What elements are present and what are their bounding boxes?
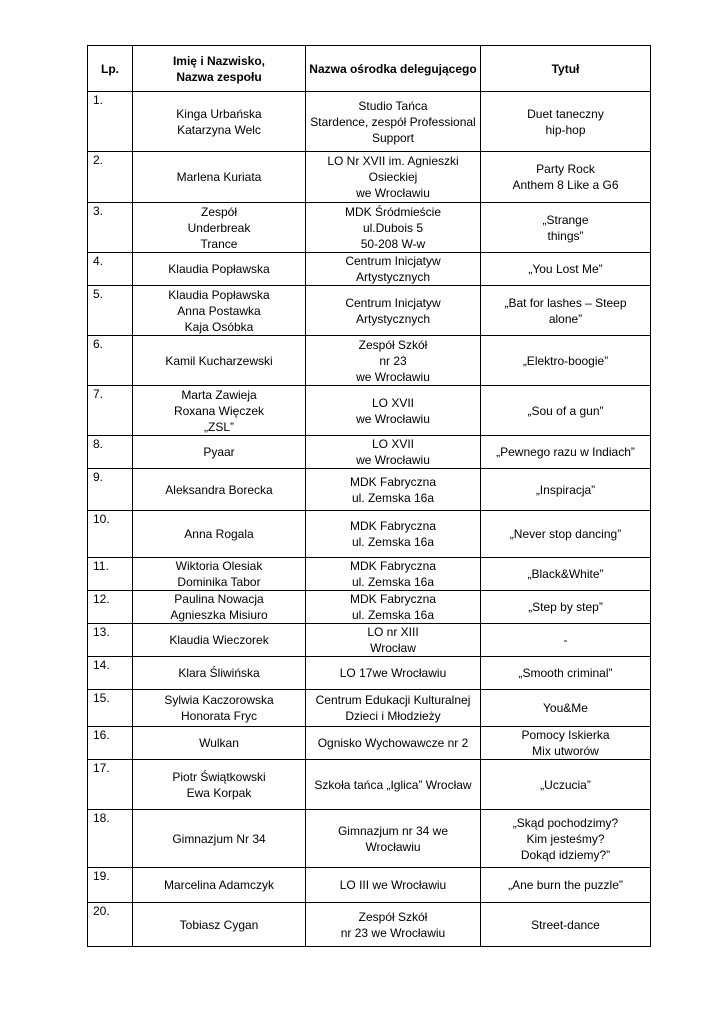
row-center: LO XVII we Wrocławiu [306, 386, 481, 436]
participants-table [87, 45, 651, 947]
row-name: Kinga Urbańska Katarzyna Welc [133, 92, 306, 152]
row-lp: 7. [88, 386, 133, 436]
row-lp: 6. [88, 336, 133, 386]
row-title: „Bat for lashes – Steep alone” [481, 286, 651, 336]
table-row [88, 253, 651, 286]
row-title: „Pewnego razu w Indiach” [481, 436, 651, 469]
row-lp: 4. [88, 253, 133, 286]
table-row [88, 511, 651, 558]
row-lp: 19. [88, 868, 133, 903]
row-lp: 3. [88, 203, 133, 253]
row-title: „Smooth criminal” [481, 657, 651, 690]
row-title: Party Rock Anthem 8 Like a G6 [481, 152, 651, 203]
row-lp: 20. [88, 903, 133, 947]
table-row [88, 436, 651, 469]
row-center: Zespół Szkół nr 23 we Wrocławiu [306, 336, 481, 386]
table-row [88, 903, 651, 947]
header-lp: Lp. [88, 46, 133, 92]
row-name: Wiktoria Olesiak Dominika Tabor [133, 558, 306, 591]
row-title: „Black&White” [481, 558, 651, 591]
row-title: Street-dance [481, 903, 651, 947]
row-lp: 13. [88, 624, 133, 657]
row-title: „Sou of a gun” [481, 386, 651, 436]
row-center: Centrum Inicjatyw Artystycznych [306, 253, 481, 286]
row-title: Pomocy Iskierka Mix utworów [481, 727, 651, 760]
row-center: MDK Fabryczna ul. Zemska 16a [306, 558, 481, 591]
row-lp: 10. [88, 511, 133, 558]
table-row [88, 868, 651, 903]
row-center: LO XVII we Wrocławiu [306, 436, 481, 469]
row-lp: 14. [88, 657, 133, 690]
row-name: Tobiasz Cygan [133, 903, 306, 947]
row-lp: 1. [88, 92, 133, 152]
table-row [88, 286, 651, 336]
table-row [88, 727, 651, 760]
row-center: LO III we Wrocławiu [306, 868, 481, 903]
header-title: Tytuł [481, 46, 651, 92]
row-title: „Strange things” [481, 203, 651, 253]
row-name: Wulkan [133, 727, 306, 760]
row-title: „Elektro-boogie” [481, 336, 651, 386]
row-center: Ognisko Wychowawcze nr 2 [306, 727, 481, 760]
table-row [88, 624, 651, 657]
row-name: Marcelina Adamczyk [133, 868, 306, 903]
row-name: Piotr Świątkowski Ewa Korpak [133, 760, 306, 810]
row-center: Centrum Inicjatyw Artystycznych [306, 286, 481, 336]
row-center: MDK Fabryczna ul. Zemska 16a [306, 469, 481, 511]
table-row [88, 203, 651, 253]
row-lp: 9. [88, 469, 133, 511]
row-name: Aleksandra Borecka [133, 469, 306, 511]
row-name: Gimnazjum Nr 34 [133, 810, 306, 868]
row-center: Studio Tańca Stardence, zespół Professional Support [306, 92, 481, 152]
row-name: Sylwia Kaczorowska Honorata Fryc [133, 690, 306, 727]
row-title: „Step by step” [481, 591, 651, 624]
row-name: Marta Zawieja Roxana Więczek „ZSL” [133, 386, 306, 436]
row-title: - [481, 624, 651, 657]
row-title: „Inspiracja” [481, 469, 651, 511]
row-lp: 5. [88, 286, 133, 336]
table-row [88, 591, 651, 624]
row-center: MDK Śródmieście ul.Dubois 5 50-208 W-w [306, 203, 481, 253]
row-lp: 12. [88, 591, 133, 624]
row-title: „Ane burn the puzzle” [481, 868, 651, 903]
row-center: LO Nr XVII im. Agnieszki Osieckiej we Wrocławiu [306, 152, 481, 203]
table-row [88, 558, 651, 591]
row-lp: 8. [88, 436, 133, 469]
header-center: Nazwa ośrodka delegującego [306, 46, 481, 92]
table-row [88, 690, 651, 727]
row-lp: 11. [88, 558, 133, 591]
header-name: Imię i Nazwisko, Nazwa zespołu [133, 46, 306, 92]
row-center: MDK Fabryczna ul. Zemska 16a [306, 511, 481, 558]
table-row [88, 657, 651, 690]
row-name: Klara Śliwińska [133, 657, 306, 690]
table-row [88, 810, 651, 868]
row-center: Szkoła tańca „Iglica” Wrocław [306, 760, 481, 810]
row-center: LO nr XIII Wrocław [306, 624, 481, 657]
header-row [88, 46, 651, 92]
row-name: Paulina Nowacja Agnieszka Misiuro [133, 591, 306, 624]
row-center: Zespół Szkół nr 23 we Wrocławiu [306, 903, 481, 947]
row-lp: 15. [88, 690, 133, 727]
table-row [88, 469, 651, 511]
row-name: Klaudia Popławska [133, 253, 306, 286]
row-name: Kamil Kucharzewski [133, 336, 306, 386]
row-title: Duet taneczny hip-hop [481, 92, 651, 152]
table-row [88, 92, 651, 152]
row-title: You&Me [481, 690, 651, 727]
row-lp: 18. [88, 810, 133, 868]
row-name: Marlena Kuriata [133, 152, 306, 203]
row-lp: 17. [88, 760, 133, 810]
table-row [88, 386, 651, 436]
table-row [88, 760, 651, 810]
row-title: „Skąd pochodzimy? Kim jesteśmy? Dokąd idziemy?” [481, 810, 651, 868]
row-name: Anna Rogala [133, 511, 306, 558]
row-center: MDK Fabryczna ul. Zemska 16a [306, 591, 481, 624]
row-title: „Uczucia” [481, 760, 651, 810]
row-lp: 16. [88, 727, 133, 760]
row-name: Klaudia Wieczorek [133, 624, 306, 657]
row-title: „Never stop dancing” [481, 511, 651, 558]
row-center: Gimnazjum nr 34 we Wrocławiu [306, 810, 481, 868]
row-name: Zespół Underbreak Trance [133, 203, 306, 253]
row-title: „You Lost Me” [481, 253, 651, 286]
table-row [88, 336, 651, 386]
row-name: Klaudia Popławska Anna Postawka Kaja Osóbka [133, 286, 306, 336]
row-center: Centrum Edukacji Kulturalnej Dzieci i Młodzieży [306, 690, 481, 727]
row-center: LO 17we Wrocławiu [306, 657, 481, 690]
table-row [88, 152, 651, 203]
row-name: Pyaar [133, 436, 306, 469]
row-lp: 2. [88, 152, 133, 203]
